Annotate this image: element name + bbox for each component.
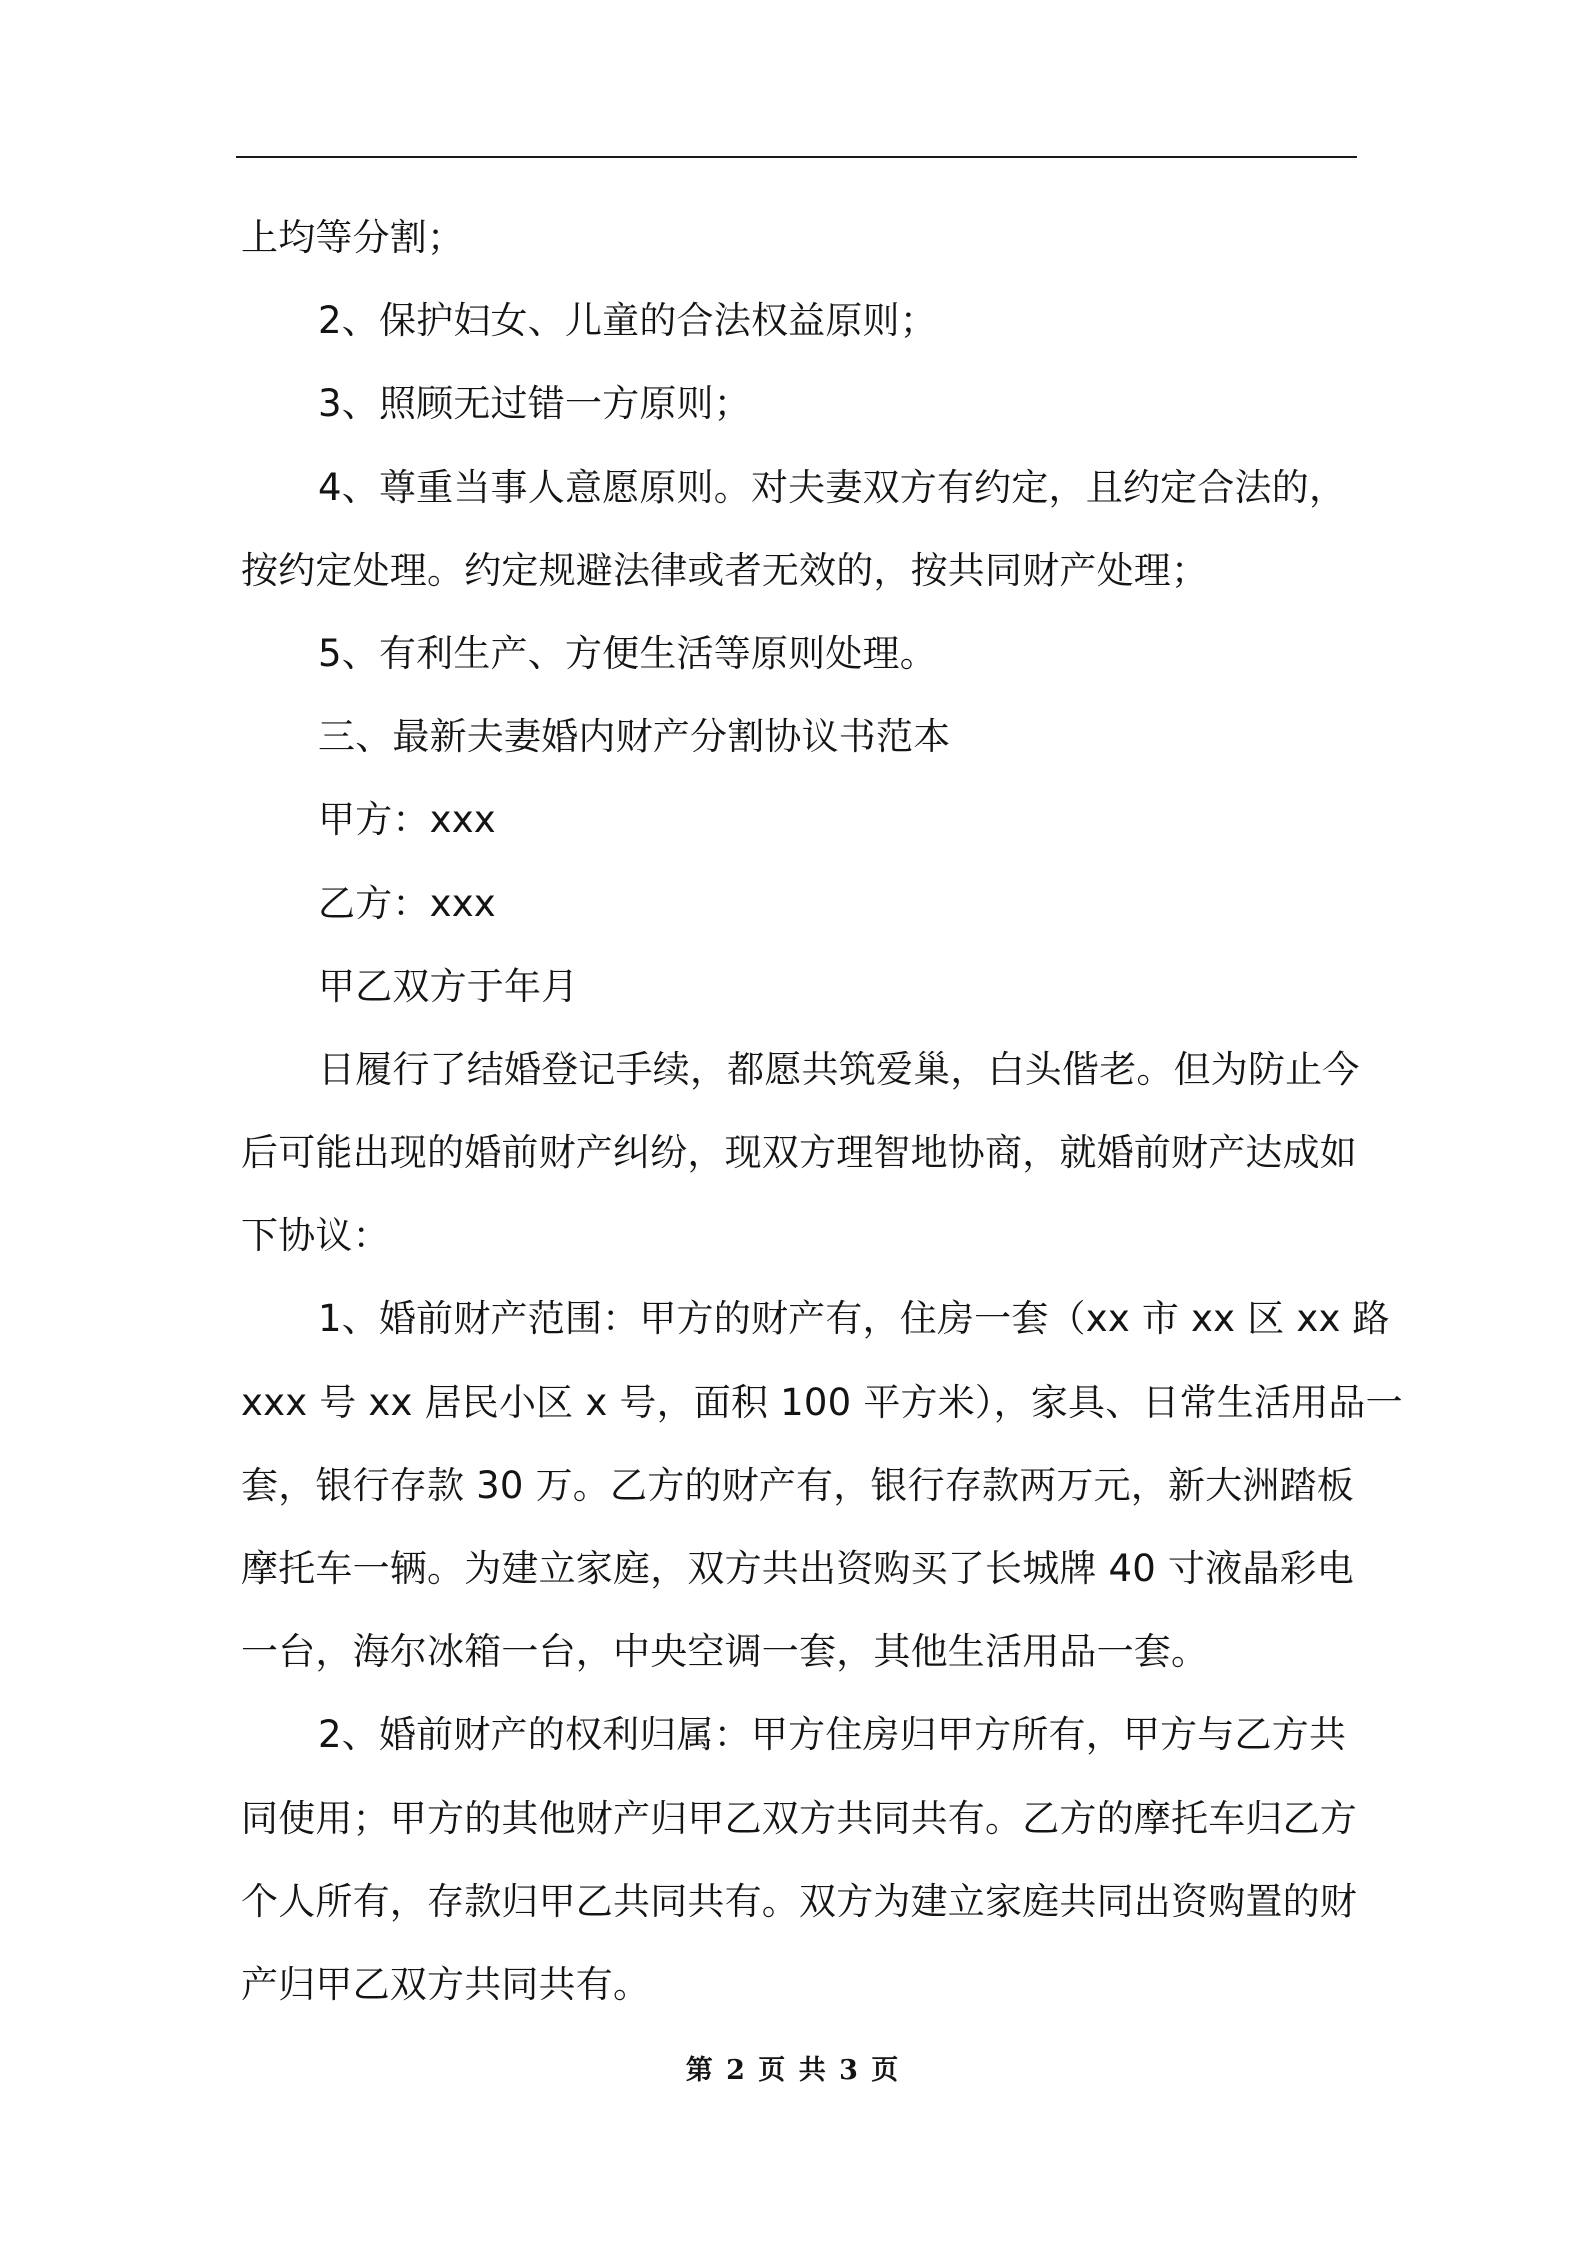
text-line: 4、尊重当事人意愿原则。对夫妻双方有约定，且约定合法的， <box>318 465 1347 509</box>
party-a-line: 甲方：xxx <box>318 798 496 842</box>
text-line: 按约定处理。约定规避法律或者无效的，按共同财产处理； <box>241 548 1209 592</box>
section-heading: 三、最新夫妻婚内财产分割协议书范本 <box>318 715 951 759</box>
text-line: 5、有利生产、方便生活等原则处理。 <box>318 631 937 675</box>
text-line: 上均等分割； <box>241 216 465 259</box>
text-line: 同使用；甲方的其他财产归甲乙双方共同共有。乙方的摩托车归乙方 <box>241 1796 1357 1840</box>
text-line: 产归甲乙双方共同共有。 <box>241 1962 651 2006</box>
text-line: 1、婚前财产范围：甲方的财产有，住房一套（xx 市 xx 区 xx 路 <box>318 1297 1390 1341</box>
text-line: 3、照顾无过错一方原则； <box>318 382 751 426</box>
document-body <box>241 196 1403 2026</box>
text-line: 个人所有，存款归甲乙共同共有。双方为建立家庭共同出资购置的财 <box>241 1879 1357 1923</box>
text-line: 后可能出现的婚前财产纠纷，现双方理智地协商，就婚前财产达成如 <box>241 1131 1357 1175</box>
page-footer: 第 2 页 共 3 页 <box>685 2055 901 2086</box>
text-line: 一台，海尔冰箱一台，中央空调一套，其他生活用品一套。 <box>241 1630 1209 1674</box>
text-line: 日履行了结婚登记手续，都愿共筑爱巢，白头偕老。但为防止今 <box>318 1047 1360 1091</box>
text-line: 甲乙双方于年月 <box>318 964 579 1008</box>
header-rule <box>236 156 1357 158</box>
text-line: 2、保护妇女、儿童的合法权益原则； <box>318 299 937 343</box>
text-line: 2、婚前财产的权利归属：甲方住房归甲方所有，甲方与乙方共 <box>318 1713 1347 1757</box>
text-line: 套，银行存款 30 万。乙方的财产有，银行存款两万元，新大洲踏板 <box>241 1463 1355 1507</box>
party-b-line: 乙方：xxx <box>318 881 496 925</box>
text-line: 摩托车一辆。为建立家庭，双方共出资购买了长城牌 40 寸液晶彩电 <box>241 1547 1355 1590</box>
text-line: xxx 号 xx 居民小区 x 号，面积 100 平方米），家具、日常生活用品一 <box>241 1380 1403 1424</box>
text-line: 下协议： <box>241 1214 390 1258</box>
